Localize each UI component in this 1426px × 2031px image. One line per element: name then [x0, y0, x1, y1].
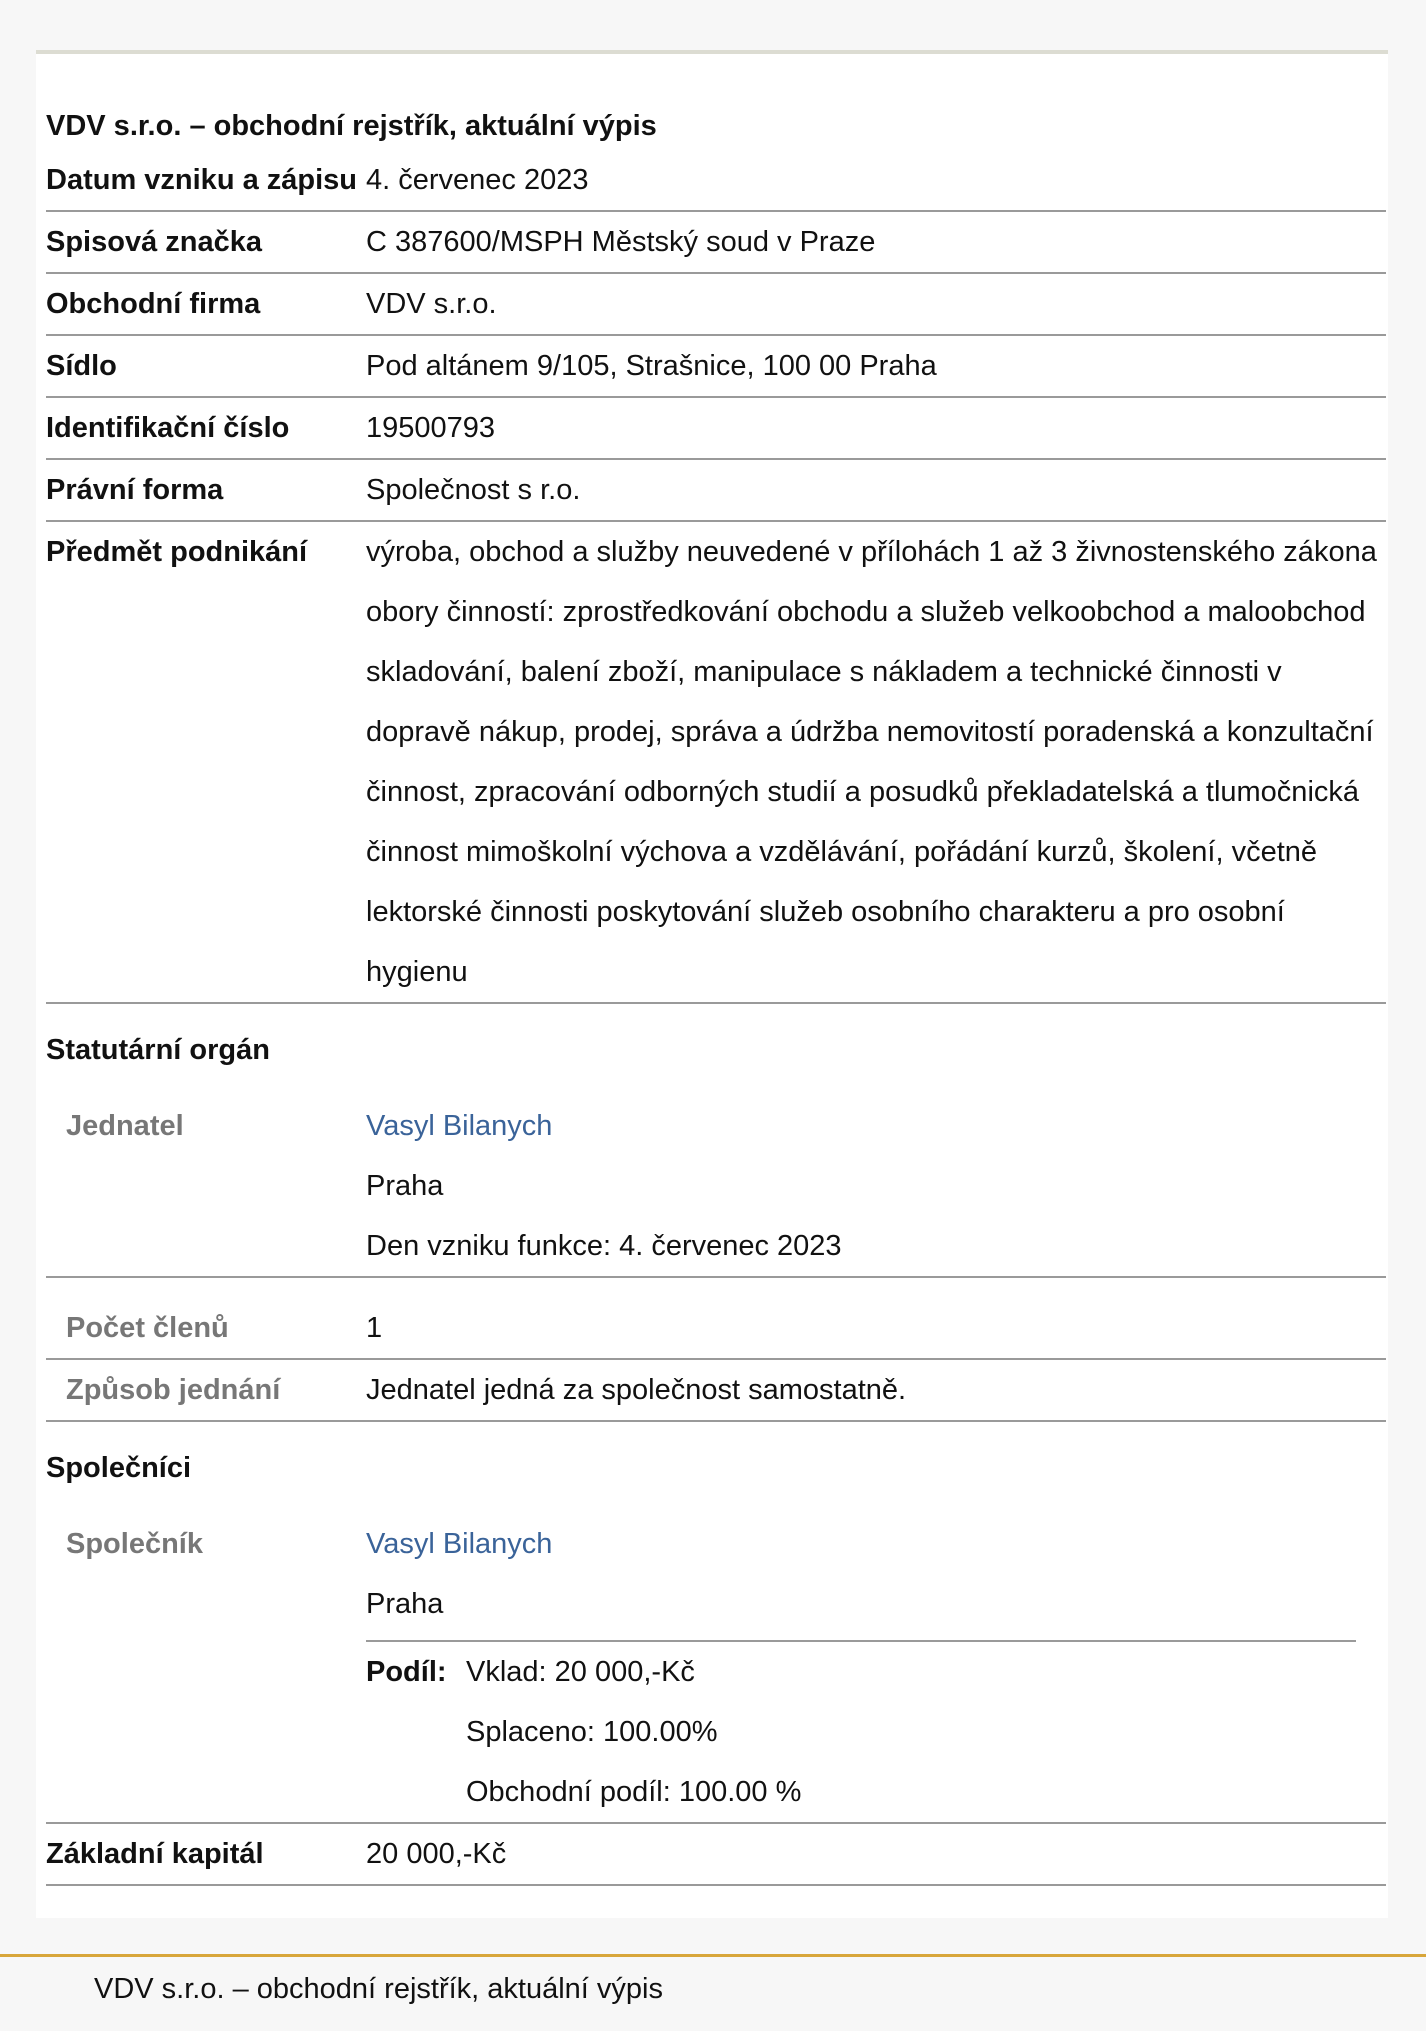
row-value: C 387600/MSPH Městský soud v Praze — [366, 226, 876, 258]
row-zakladni-kapital — [46, 1824, 1386, 1886]
podil-values — [466, 1642, 1356, 1822]
row-label: Základní kapitál — [46, 1838, 264, 1870]
row-label: Způsob jednání — [66, 1374, 281, 1406]
section-statutarni-organ: Statutární orgán — [46, 1034, 270, 1066]
row-value — [366, 1096, 1386, 1276]
obchodni-podil: Obchodní podíl: 100.00 % — [466, 1776, 802, 1808]
vklad: Vklad: 20 000,-Kč — [466, 1656, 695, 1688]
footer-text: VDV s.r.o. – obchodní rejstřík, aktuální výpis — [94, 1973, 663, 2005]
row-zpusob-jednani — [46, 1360, 1386, 1422]
row-ico — [46, 398, 1386, 460]
row-label: Počet členů — [66, 1312, 229, 1344]
row-label: Spisová značka — [46, 226, 262, 258]
document-card — [36, 50, 1388, 1918]
row-label: Předmět podnikání — [46, 536, 308, 568]
person-link[interactable]: Vasyl Bilanych — [366, 1110, 553, 1142]
row-value: Společnost s r.o. — [366, 474, 581, 506]
row-label: Obchodní firma — [46, 288, 261, 320]
podil-label: Podíl: — [366, 1656, 447, 1688]
row-spisova-znacka — [46, 212, 1386, 274]
row-predmet-podnikani — [46, 522, 1386, 1004]
row-value: 4. červenec 2023 — [366, 164, 589, 196]
page-title: VDV s.r.o. – obchodní rejstřík, aktuální výpis — [46, 110, 657, 142]
row-label: Společník — [66, 1528, 203, 1560]
row-value: VDV s.r.o. — [366, 288, 497, 320]
row-spolecnik — [46, 1514, 1386, 1824]
podil-block — [366, 1640, 1356, 1822]
row-value: Pod altánem 9/105, Strašnice, 100 00 Praha — [366, 350, 937, 382]
row-obchodni-firma — [46, 274, 1386, 336]
row-label: Právní forma — [46, 474, 224, 506]
row-label: Datum vzniku a zápisu — [46, 164, 358, 196]
row-datum-vzniku — [46, 150, 1386, 212]
row-jednatel — [46, 1096, 1386, 1278]
row-pocet-clenu — [46, 1298, 1386, 1360]
person-city: Praha — [366, 1170, 444, 1202]
row-label: Sídlo — [46, 350, 117, 382]
row-value: výroba, obchod a služby neuvedené v přílohách 1 až 3 živnostenského zákona obory činností: zprostředkování obchodu a služeb velkoobchod a maloobchod skladování, balení zboží, manipulace s nákladem a technické činnosti v dopravě nákup, prodej, správa a údržba nemovitostí poradenská a konzultační činnost, zpracování odborných studií a posudků překladatelská a tlumočnická činnost mimoškolní výchova a vzdělávání, pořádání kurzů, školení, včetně lektorské činnosti poskytování služeb osobního charakteru a pro osobní hygienu — [366, 536, 1377, 988]
splaceno: Splaceno: 100.00% — [466, 1716, 718, 1748]
row-label: Identifikační číslo — [46, 412, 290, 444]
section-spolecnici: Společníci — [46, 1452, 192, 1484]
row-value: 20 000,-Kč — [366, 1838, 507, 1870]
row-value: 1 — [366, 1312, 383, 1344]
row-label: Jednatel — [66, 1110, 184, 1142]
person-link[interactable]: Vasyl Bilanych — [366, 1528, 553, 1560]
row-pravni-forma — [46, 460, 1386, 522]
row-value: Jednatel jedná za společnost samostatně. — [366, 1374, 907, 1406]
page-footer — [0, 1954, 1426, 2031]
row-value — [366, 1514, 1386, 1822]
function-since: Den vzniku funkce: 4. červenec 2023 — [366, 1230, 842, 1262]
register-extract — [46, 102, 1386, 1886]
row-sidlo — [46, 336, 1386, 398]
person-city: Praha — [366, 1588, 444, 1620]
row-value: 19500793 — [366, 412, 496, 444]
spacer — [46, 1278, 1386, 1298]
